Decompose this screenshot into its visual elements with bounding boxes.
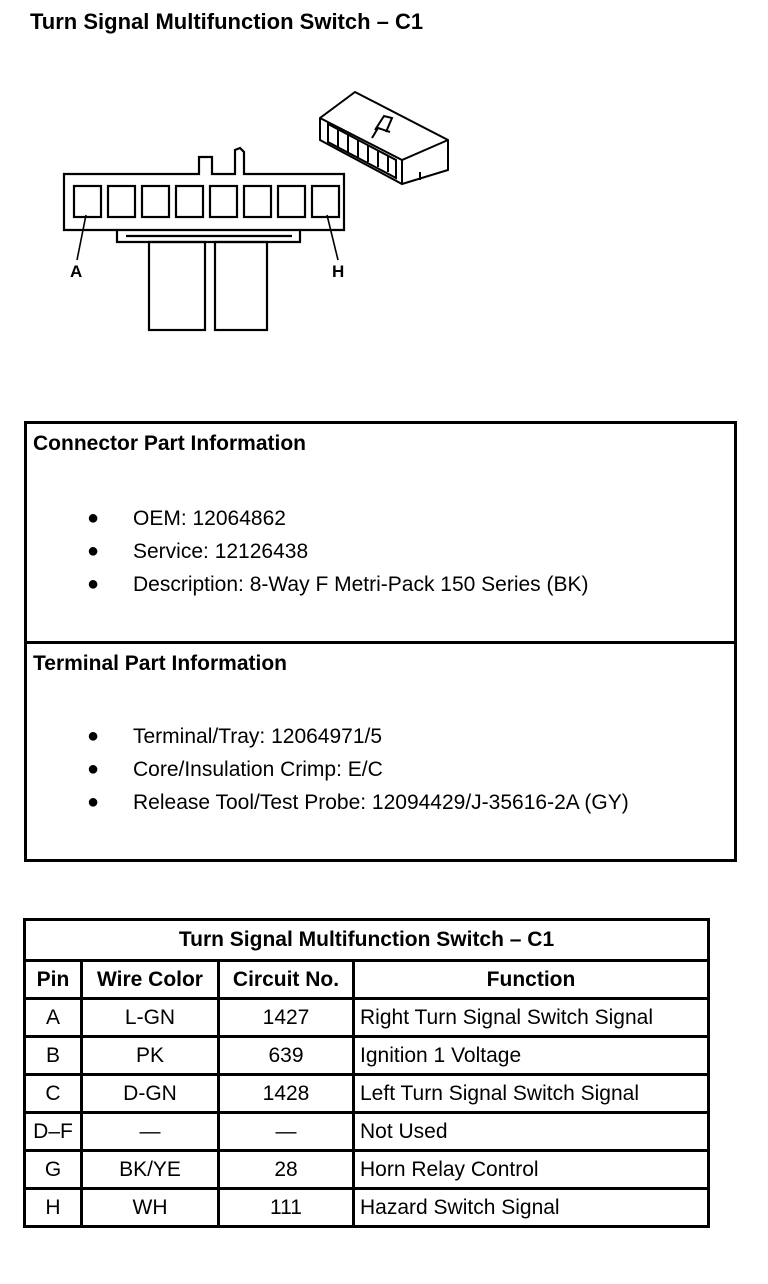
terminal-crimp: Core/Insulation Crimp: E/C xyxy=(133,758,383,781)
cell-function: Left Turn Signal Switch Signal xyxy=(354,1075,709,1113)
bullet-icon: ● xyxy=(87,573,100,595)
pin-a-callout: A xyxy=(70,262,83,281)
bullet-icon: ● xyxy=(87,725,100,747)
list-item xyxy=(27,535,589,568)
terminal-tray: Terminal/Tray: 12064971/5 xyxy=(133,725,383,748)
cell-pin: A xyxy=(25,999,82,1037)
cell-circuit: 639 xyxy=(219,1037,354,1075)
table-row xyxy=(25,999,709,1037)
bullet-icon: ● xyxy=(87,791,100,813)
bullet-icon: ● xyxy=(87,758,100,780)
cell-pin: D–F xyxy=(25,1113,82,1151)
connector-oem: OEM: 12064862 xyxy=(133,507,286,530)
terminal-release-tool: Release Tool/Test Probe: 12094429/J-35616-2A (GY) xyxy=(133,791,629,814)
header-function: Function xyxy=(354,961,709,999)
table-header-row xyxy=(25,961,709,999)
list-item xyxy=(27,568,589,601)
cell-wire: WH xyxy=(82,1189,219,1227)
cell-function: Not Used xyxy=(354,1113,709,1151)
cavity-h xyxy=(312,186,339,217)
list-item xyxy=(27,502,589,535)
terminal-info-list xyxy=(27,720,629,819)
cell-circuit: 111 xyxy=(219,1189,354,1227)
bullet-icon: ● xyxy=(87,540,100,562)
cell-wire: L-GN xyxy=(82,999,219,1037)
callout-line-h xyxy=(327,215,338,260)
header-wire-color: Wire Color xyxy=(82,961,219,999)
cell-circuit: 28 xyxy=(219,1151,354,1189)
table-row xyxy=(25,1151,709,1189)
header-pin: Pin xyxy=(25,961,82,999)
part-info-box xyxy=(24,421,737,862)
table-row xyxy=(25,1037,709,1075)
table-row xyxy=(25,1113,709,1151)
cell-wire: D-GN xyxy=(82,1075,219,1113)
bullet-icon: ● xyxy=(87,507,100,529)
list-item xyxy=(27,753,629,786)
cavity-row xyxy=(74,186,339,217)
cavity-a xyxy=(74,186,101,217)
list-item xyxy=(27,786,629,819)
cell-circuit: 1427 xyxy=(219,999,354,1037)
cell-wire: BK/YE xyxy=(82,1151,219,1189)
cavity-e xyxy=(210,186,237,217)
table-caption: Turn Signal Multifunction Switch – C1 xyxy=(25,920,709,961)
cell-circuit: 1428 xyxy=(219,1075,354,1113)
connector-diagram xyxy=(0,0,768,400)
connector-info-heading: Connector Part Information xyxy=(33,432,307,455)
cavity-g xyxy=(278,186,305,217)
connector-service: Service: 12126438 xyxy=(133,540,309,563)
cell-function: Right Turn Signal Switch Signal xyxy=(354,999,709,1037)
cell-pin: B xyxy=(25,1037,82,1075)
cell-wire: — xyxy=(82,1113,219,1151)
cavity-b xyxy=(108,186,135,217)
connector-description: Description: 8-Way F Metri-Pack 150 Series (BK) xyxy=(133,573,589,596)
cell-pin: C xyxy=(25,1075,82,1113)
cell-wire: PK xyxy=(82,1037,219,1075)
cell-function: Hazard Switch Signal xyxy=(354,1189,709,1227)
page-title: Turn Signal Multifunction Switch – C1 xyxy=(30,9,424,34)
cavity-c xyxy=(142,186,169,217)
connector-iso-view xyxy=(320,92,448,184)
table-row xyxy=(25,1189,709,1227)
connector-info-list xyxy=(27,502,589,601)
connector-info-section xyxy=(27,424,734,638)
cell-function: Horn Relay Control xyxy=(354,1151,709,1189)
cell-function: Ignition 1 Voltage xyxy=(354,1037,709,1075)
cell-pin: H xyxy=(25,1189,82,1227)
terminal-info-section xyxy=(27,641,734,862)
cell-circuit: — xyxy=(219,1113,354,1151)
header-circuit-no: Circuit No. xyxy=(219,961,354,999)
cavity-d xyxy=(176,186,203,217)
cell-pin: G xyxy=(25,1151,82,1189)
terminal-info-heading: Terminal Part Information xyxy=(33,652,287,675)
cavity-f xyxy=(244,186,271,217)
callout-line-a xyxy=(77,215,86,260)
list-item xyxy=(27,720,629,753)
pin-h-callout: H xyxy=(332,262,345,281)
pin-table xyxy=(23,918,710,1228)
table-row xyxy=(25,1075,709,1113)
